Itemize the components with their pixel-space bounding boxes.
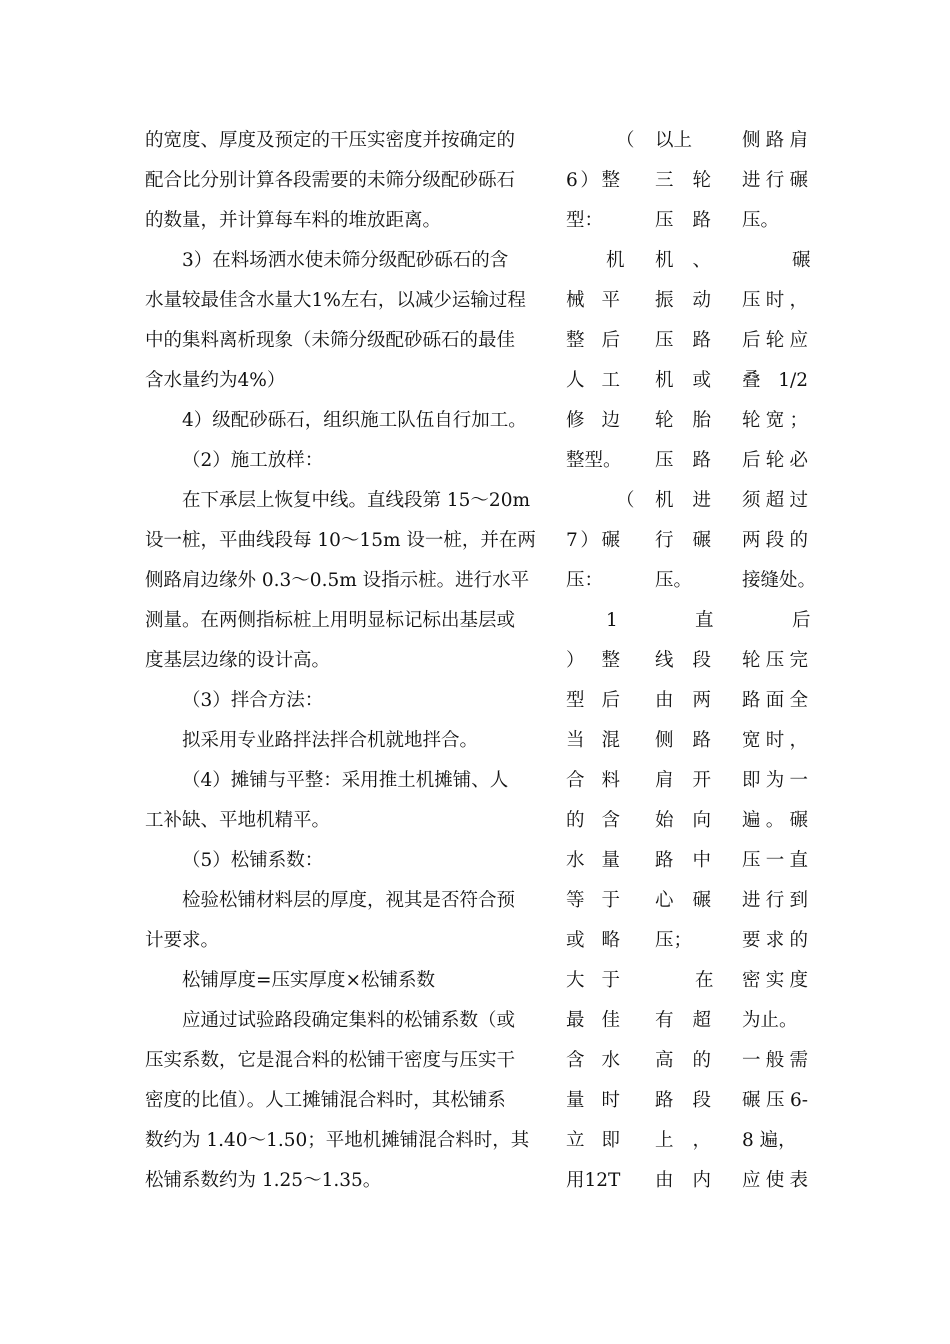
paragraph-line: （2）施工放样： <box>182 450 324 471</box>
column-line: 含水 <box>566 1050 620 1071</box>
column-line: 肩开 <box>655 770 711 791</box>
paragraph-line: 工补缺、平地机精平。 <box>145 810 331 831</box>
paragraph-line: 侧路肩边缘外 0.3～0.5m 设指示桩。进行水平 <box>145 570 530 591</box>
column-line: 水量 <box>566 850 620 871</box>
column-line: 路中 <box>655 850 711 871</box>
column-line: 轮宽； <box>742 410 808 431</box>
column-line: 心碾 <box>655 890 711 911</box>
column-line: 后 <box>792 610 811 631</box>
column-line: 路段 <box>655 1090 711 1111</box>
column-line: 应使表 <box>742 1170 808 1191</box>
column-line: 遍。碾 <box>742 810 808 831</box>
paragraph-line: 检验松铺材料层的厚度，视其是否符合预 <box>182 890 516 911</box>
column-line: 机或 <box>655 370 711 391</box>
column-line: 或略 <box>566 930 620 951</box>
column-line: 整后 <box>566 330 620 351</box>
column-line: 在 <box>695 970 714 991</box>
column-line: 型后 <box>566 690 620 711</box>
column-line: 械平 <box>566 290 620 311</box>
paragraph-line: 度基层边缘的设计高。 <box>145 650 331 671</box>
column-line: 最佳 <box>566 1010 620 1031</box>
paragraph-line: 测量。在两侧指标桩上用明显标记标出基层或 <box>145 610 516 631</box>
column-line: 进行碾 <box>742 170 808 191</box>
column-line: 两段的 <box>742 530 808 551</box>
paragraph-line: 数约为 1.40～1.50；平地机摊铺混合料时，其 <box>145 1130 530 1151</box>
column-line: 振动 <box>655 290 711 311</box>
column-line: 型： <box>566 210 604 231</box>
column-line: 要求的 <box>742 930 808 951</box>
column-line: 三轮 <box>655 170 711 191</box>
column-line: 由两 <box>655 690 711 711</box>
column-line: （ <box>616 130 635 151</box>
main-text-column <box>145 121 540 1201</box>
column-line: 合料 <box>566 770 620 791</box>
paragraph-line: 松铺系数约为 1.25～1.35。 <box>145 1170 382 1191</box>
column-line: 碾压6- <box>742 1090 808 1111</box>
paragraph-line: 设一桩，平曲线段每 10～15m 设一桩，并在两 <box>145 530 536 551</box>
narrow-column-3 <box>742 121 817 1201</box>
column-line: 用12T <box>566 1170 621 1191</box>
column-line: 进行到 <box>742 890 808 911</box>
column-line: 宽时， <box>742 730 808 751</box>
column-line: 的含 <box>566 810 620 831</box>
paragraph-line: 的数量，并计算每车料的堆放距离。 <box>145 210 442 231</box>
column-line: 压时， <box>742 290 808 311</box>
column-line: 7）碾 <box>566 530 620 551</box>
paragraph-line: 压实系数，它是混合料的松铺干密度与压实干 <box>145 1050 516 1071</box>
narrow-column-2 <box>655 121 714 1201</box>
column-line: 侧路 <box>655 730 711 751</box>
paragraph-line: 4）级配砂砾石，组织施工队伍自行加工。 <box>182 410 527 431</box>
column-line: 密实度 <box>742 970 808 991</box>
column-line: 轮胎 <box>655 410 711 431</box>
column-line: 始向 <box>655 810 711 831</box>
column-line: 机 <box>606 250 625 271</box>
column-line: 大于 <box>566 970 620 991</box>
column-line: ）整 <box>566 650 620 671</box>
paragraph-line: 3）在料场洒水使未筛分级配砂砾石的含 <box>182 250 509 271</box>
column-line: 压路 <box>655 330 711 351</box>
paragraph-line: 拟采用专业路拌法拌合机就地拌合。 <box>182 730 479 751</box>
column-line: 压路 <box>655 450 711 471</box>
paragraph-line: 的宽度、厚度及预定的干压实密度并按确定的 <box>145 130 516 151</box>
paragraph-line: （3）拌合方法： <box>182 690 324 711</box>
column-line: 须超过 <box>742 490 808 511</box>
column-line: 压； <box>655 930 693 951</box>
column-line: 压路 <box>655 210 711 231</box>
paragraph-line: （5）松铺系数： <box>182 850 324 871</box>
column-line: 有超 <box>655 1010 711 1031</box>
column-line: 8 遍， <box>742 1130 797 1151</box>
column-line: 立即 <box>566 1130 620 1151</box>
paragraph-line: 含水量约为4%） <box>145 370 286 391</box>
column-line: 后轮应 <box>742 330 808 351</box>
column-line: 碾 <box>792 250 811 271</box>
narrow-column-1 <box>566 121 635 1201</box>
column-line: 压。 <box>655 570 693 591</box>
column-line: （ <box>616 490 635 511</box>
column-line: 量时 <box>566 1090 620 1111</box>
paragraph-line: 松铺厚度=压实厚度×松铺系数 <box>182 970 436 991</box>
column-line: 修边 <box>566 410 620 431</box>
column-line: 接缝处。 <box>742 570 817 591</box>
column-line: 人工 <box>566 370 620 391</box>
column-line: 轮压完 <box>742 650 808 671</box>
column-line: 后轮必 <box>742 450 808 471</box>
column-line: 机、 <box>655 250 711 271</box>
column-line: 1 <box>606 610 618 631</box>
paragraph-line: （4）摊铺与平整：采用推土机摊铺、人 <box>182 770 509 791</box>
paragraph-line: 水量较最佳含水量大1%左右，以减少运输过程 <box>145 290 526 311</box>
paragraph-line: 密度的比值）。人工摊铺混合料时，其松铺系 <box>145 1090 506 1111</box>
column-line: 路面全 <box>742 690 808 711</box>
column-line: 压。 <box>742 210 780 231</box>
column-line: 压： <box>566 570 604 591</box>
column-line: 压一直 <box>742 850 808 871</box>
paragraph-line: 配合比分别计算各段需要的未筛分级配砂砾石 <box>145 170 516 191</box>
column-line: 由内 <box>655 1170 711 1191</box>
column-line: 机进 <box>655 490 711 511</box>
column-line: 上， <box>655 1130 711 1151</box>
paragraph-line: 中的集料离析现象（未筛分级配砂砾石的最佳 <box>145 330 516 351</box>
paragraph-line: 计要求。 <box>145 930 220 951</box>
column-line: 侧路肩 <box>742 130 808 151</box>
column-line: 6）整 <box>566 170 620 191</box>
column-line: 高的 <box>655 1050 711 1071</box>
column-line: 即为一 <box>742 770 808 791</box>
paragraph-line: 在下承层上恢复中线。直线段第 15～20m <box>182 490 531 511</box>
column-line: 叠 1/2 <box>742 370 808 391</box>
column-line: 为止。 <box>742 1010 798 1031</box>
column-line: 一般需 <box>742 1050 808 1071</box>
column-line: 行碾 <box>655 530 711 551</box>
column-line: 线段 <box>655 650 711 671</box>
column-line: 以上 <box>655 130 693 151</box>
column-line: 直 <box>695 610 714 631</box>
column-line: 整型。 <box>566 450 622 471</box>
column-line: 等于 <box>566 890 620 911</box>
column-line: 当混 <box>566 730 620 751</box>
paragraph-line: 应通过试验路段确定集料的松铺系数（或 <box>182 1010 516 1031</box>
